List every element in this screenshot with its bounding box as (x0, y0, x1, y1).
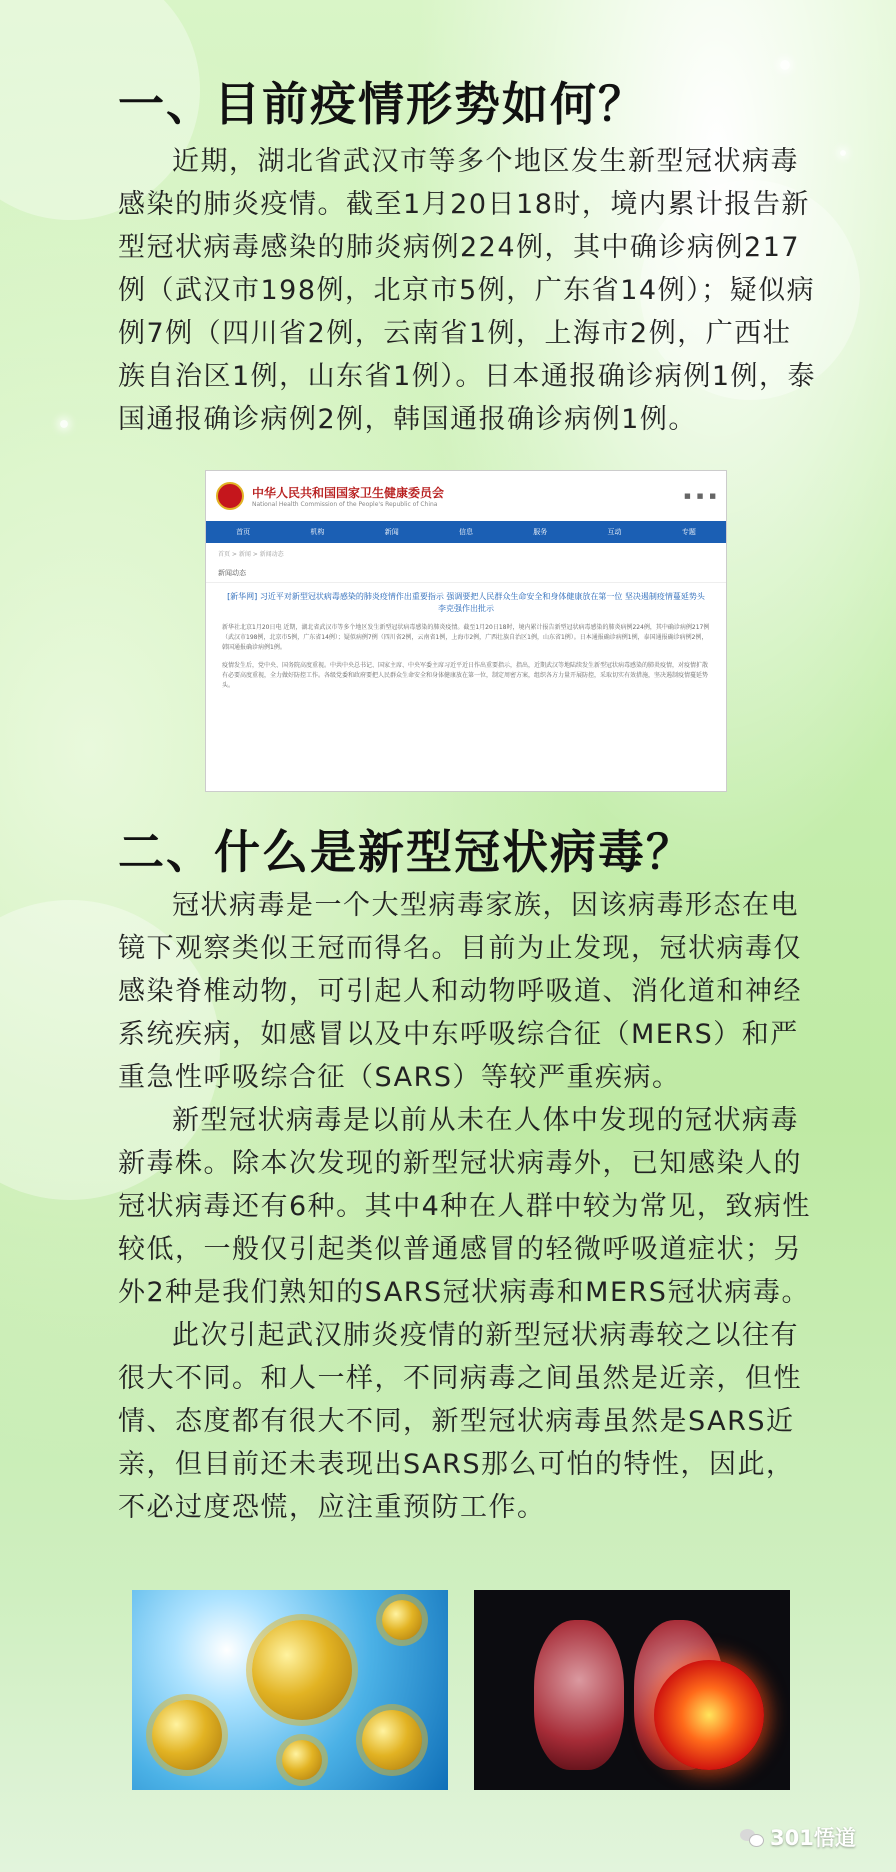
ws-section-tag: 新闻动态 (206, 564, 726, 583)
ws-header (206, 471, 726, 521)
ws-nav-item: 首页 (236, 528, 251, 536)
ws-nav-item: 信息 (458, 528, 473, 536)
ws-breadcrumb: 首页 > 新闻 > 新闻动态 (218, 551, 284, 558)
section2-text-3: 此次引起武汉肺炎疫情的新型冠状病毒较之以往有很大不同。和人一样，不同病毒之间虽然是近亲，但性情、态度都有很大不同，新型冠状病毒虽然是SARS近亲，但目前还未表现出SARS那么可怕的特性，因此，不必过度恐慌，应注重预防工作。 (118, 1320, 802, 1523)
section2-text-2: 新型冠状病毒是以前从未在人体中发现的冠状病毒新毒株。除本次发现的新型冠状病毒外，已知感染人的冠状病毒还有6种。其中4种在人群中较为常见，致病性较低，一般仅引起类似普通感冒的轻微呼吸道症状；另外2种是我们熟知的SARS冠状病毒和MERS冠状病毒。 (118, 1105, 811, 1308)
national-emblem-icon (216, 482, 244, 510)
ws-article-headline: [新华网] 习近平对新型冠状病毒感染的肺炎疫情作出重要指示 强调要把人民群众生命安全和身体健康放在第一位 坚决遏制疫情蔓延势头 李克强作出批示 (227, 592, 705, 613)
virus-particle (152, 1700, 222, 1770)
ws-nav-item: 机构 (310, 528, 325, 536)
virus-particle (654, 1660, 764, 1770)
ws-nav-item: 互动 (607, 528, 622, 536)
virus-particle (382, 1600, 422, 1640)
ws-link-icon: ■ (709, 492, 716, 500)
footer-watermark (740, 1822, 856, 1852)
coronavirus-illustration (132, 1590, 448, 1790)
section1-heading: 一、目前疫情形势如何？ (118, 77, 646, 131)
ws-link-icon: ■ (696, 492, 704, 500)
account-name: 301悟道 (770, 1826, 856, 1850)
ws-link-icon: ■ (684, 492, 691, 500)
section1-text: 近期，湖北省武汉市等多个地区发生新型冠状病毒感染的肺炎疫情。截至1月20日18时，境内累计报告新型冠状病毒感染的肺炎病例224例，其中确诊病例217例（武汉市198例，北京市5例，广东省14例）；疑似病例7例（四川省2例，云南省1例，上海市2例，广西壮族自治区1例，山东省1例）。日本通报确诊病例1例，泰国通报确诊病例2例，韩国通报确诊病例1例。 (118, 146, 817, 435)
section2-text-1: 冠状病毒是一个大型病毒家族，因该病毒形态在电镜下观察类似王冠而得名。目前为止发现，冠状病毒仅感染脊椎动物，可引起人和动物呼吸道、消化道和神经系统疾病，如感冒以及中东呼吸综合征（MERS）和严重急性呼吸综合征（SARS）等较严重疾病。 (118, 890, 802, 1093)
background-sparkle (780, 60, 790, 70)
wechat-icon (740, 1827, 764, 1847)
section2-paragraphs (118, 884, 818, 1529)
ws-site-title: 中华人民共和国国家卫生健康委员会 (252, 486, 445, 500)
virus-particle (282, 1740, 322, 1780)
website-screenshot (205, 470, 727, 792)
ws-nav-item: 专题 (681, 528, 696, 536)
virus-particle (252, 1620, 352, 1720)
ws-article-body: 新华社北京1月20日电 近期，湖北省武汉市等多个地区发生新型冠状病毒感染的肺炎疫情。截至1月20日18时，境内累计报告新型冠状病毒感染的肺炎病例224例，其中确诊病例217例（武汉市198例，北京市5例，广东省14例）；疑似病例7例（四川省2例，云南省1例，上海市2例，广西壮族自治区1例，山东省1例）。日本通报确诊病例1例，泰国通报确诊病例2例，韩国通报确诊病例1例。 (222, 624, 710, 651)
ws-site-subtitle: National Health Commission of the People's Republic of China (252, 501, 438, 508)
background-sparkle (840, 150, 846, 156)
background-sparkle (60, 420, 68, 428)
ws-nav-item: 新闻 (384, 528, 399, 536)
ws-nav-item: 服务 (533, 528, 548, 536)
section2-heading: 二、什么是新型冠状病毒？ (118, 825, 694, 879)
lungs-virus-illustration (474, 1590, 790, 1790)
ws-article-body: 疫情发生后，党中央、国务院高度重视。中共中央总书记、国家主席、中央军委主席习近平近日作出重要指示，指出，近期武汉等地陆续发生新型冠状病毒感染的肺炎疫情，对疫情扩散有必要高度重视，全力做好防控工作。各级党委和政府要把人民群众生命安全和身体健康放在第一位，制定周密方案，组织各方力量开展防控，采取切实有效措施，坚决遏制疫情蔓延势头。 (222, 662, 709, 689)
section1-paragraph (118, 140, 818, 441)
ws-nav-bar (206, 521, 726, 543)
virus-particle (362, 1710, 422, 1770)
ws-header-links (684, 492, 716, 500)
lung-left (534, 1620, 624, 1770)
